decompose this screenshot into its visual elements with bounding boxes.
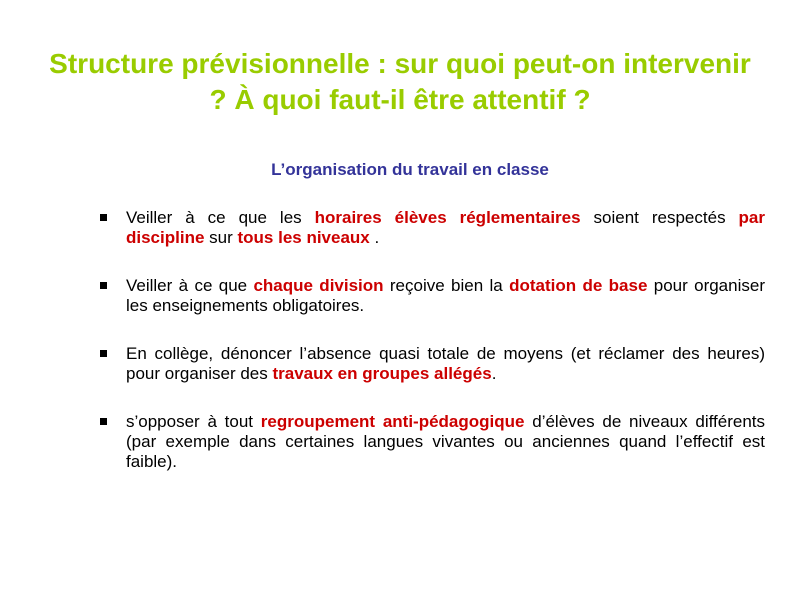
bullet-item	[100, 344, 765, 384]
text-segment: En collège, dénoncer l’absence quasi totale de moyens (et réclamer des heures) pour organiser des	[126, 344, 765, 383]
bullet-text	[126, 412, 765, 471]
bullet-text	[126, 344, 765, 383]
bullet-item	[100, 412, 765, 472]
text-segment: .	[369, 228, 380, 247]
square-bullet-icon	[100, 350, 107, 357]
bullet-text	[126, 276, 765, 315]
bullet-item	[100, 276, 765, 316]
square-bullet-icon	[100, 282, 107, 289]
highlight-segment: horaires élèves réglementaires	[314, 208, 581, 227]
text-segment: sur	[204, 228, 238, 247]
text-segment: pour organiser les enseignements obligatoires.	[126, 276, 765, 315]
highlight-segment: par discipline	[126, 208, 765, 247]
text-segment: .	[491, 364, 497, 383]
bullet-item	[100, 208, 765, 248]
text-segment: Veiller à ce que	[126, 276, 254, 295]
highlight-segment: regroupement anti-pédagogique	[260, 412, 525, 431]
bullet-text	[126, 208, 765, 247]
highlight-segment: tous les niveaux	[237, 228, 370, 247]
text-segment: Veiller à ce que les	[126, 208, 315, 227]
highlight-segment: dotation de base	[509, 276, 648, 295]
slide-subtitle: L’organisation du travail en classe	[271, 160, 549, 179]
highlight-segment: chaque division	[253, 276, 384, 295]
square-bullet-icon	[100, 418, 107, 425]
slide-title: Structure prévisionnelle : sur quoi peut-on intervenir ? À quoi faut-il être attentif ?	[49, 48, 751, 115]
bullet-list	[100, 208, 765, 500]
text-segment: d’élèves de niveaux différents (par exemple dans certaines langues vivantes ou anciennes quand l’effectif est faible).	[126, 412, 765, 471]
square-bullet-icon	[100, 214, 107, 221]
highlight-segment: travaux en groupes allégés	[272, 364, 492, 383]
text-segment: reçoive bien la	[383, 276, 510, 295]
text-segment: s’opposer à tout	[126, 412, 261, 431]
text-segment: soient respectés	[580, 208, 739, 227]
